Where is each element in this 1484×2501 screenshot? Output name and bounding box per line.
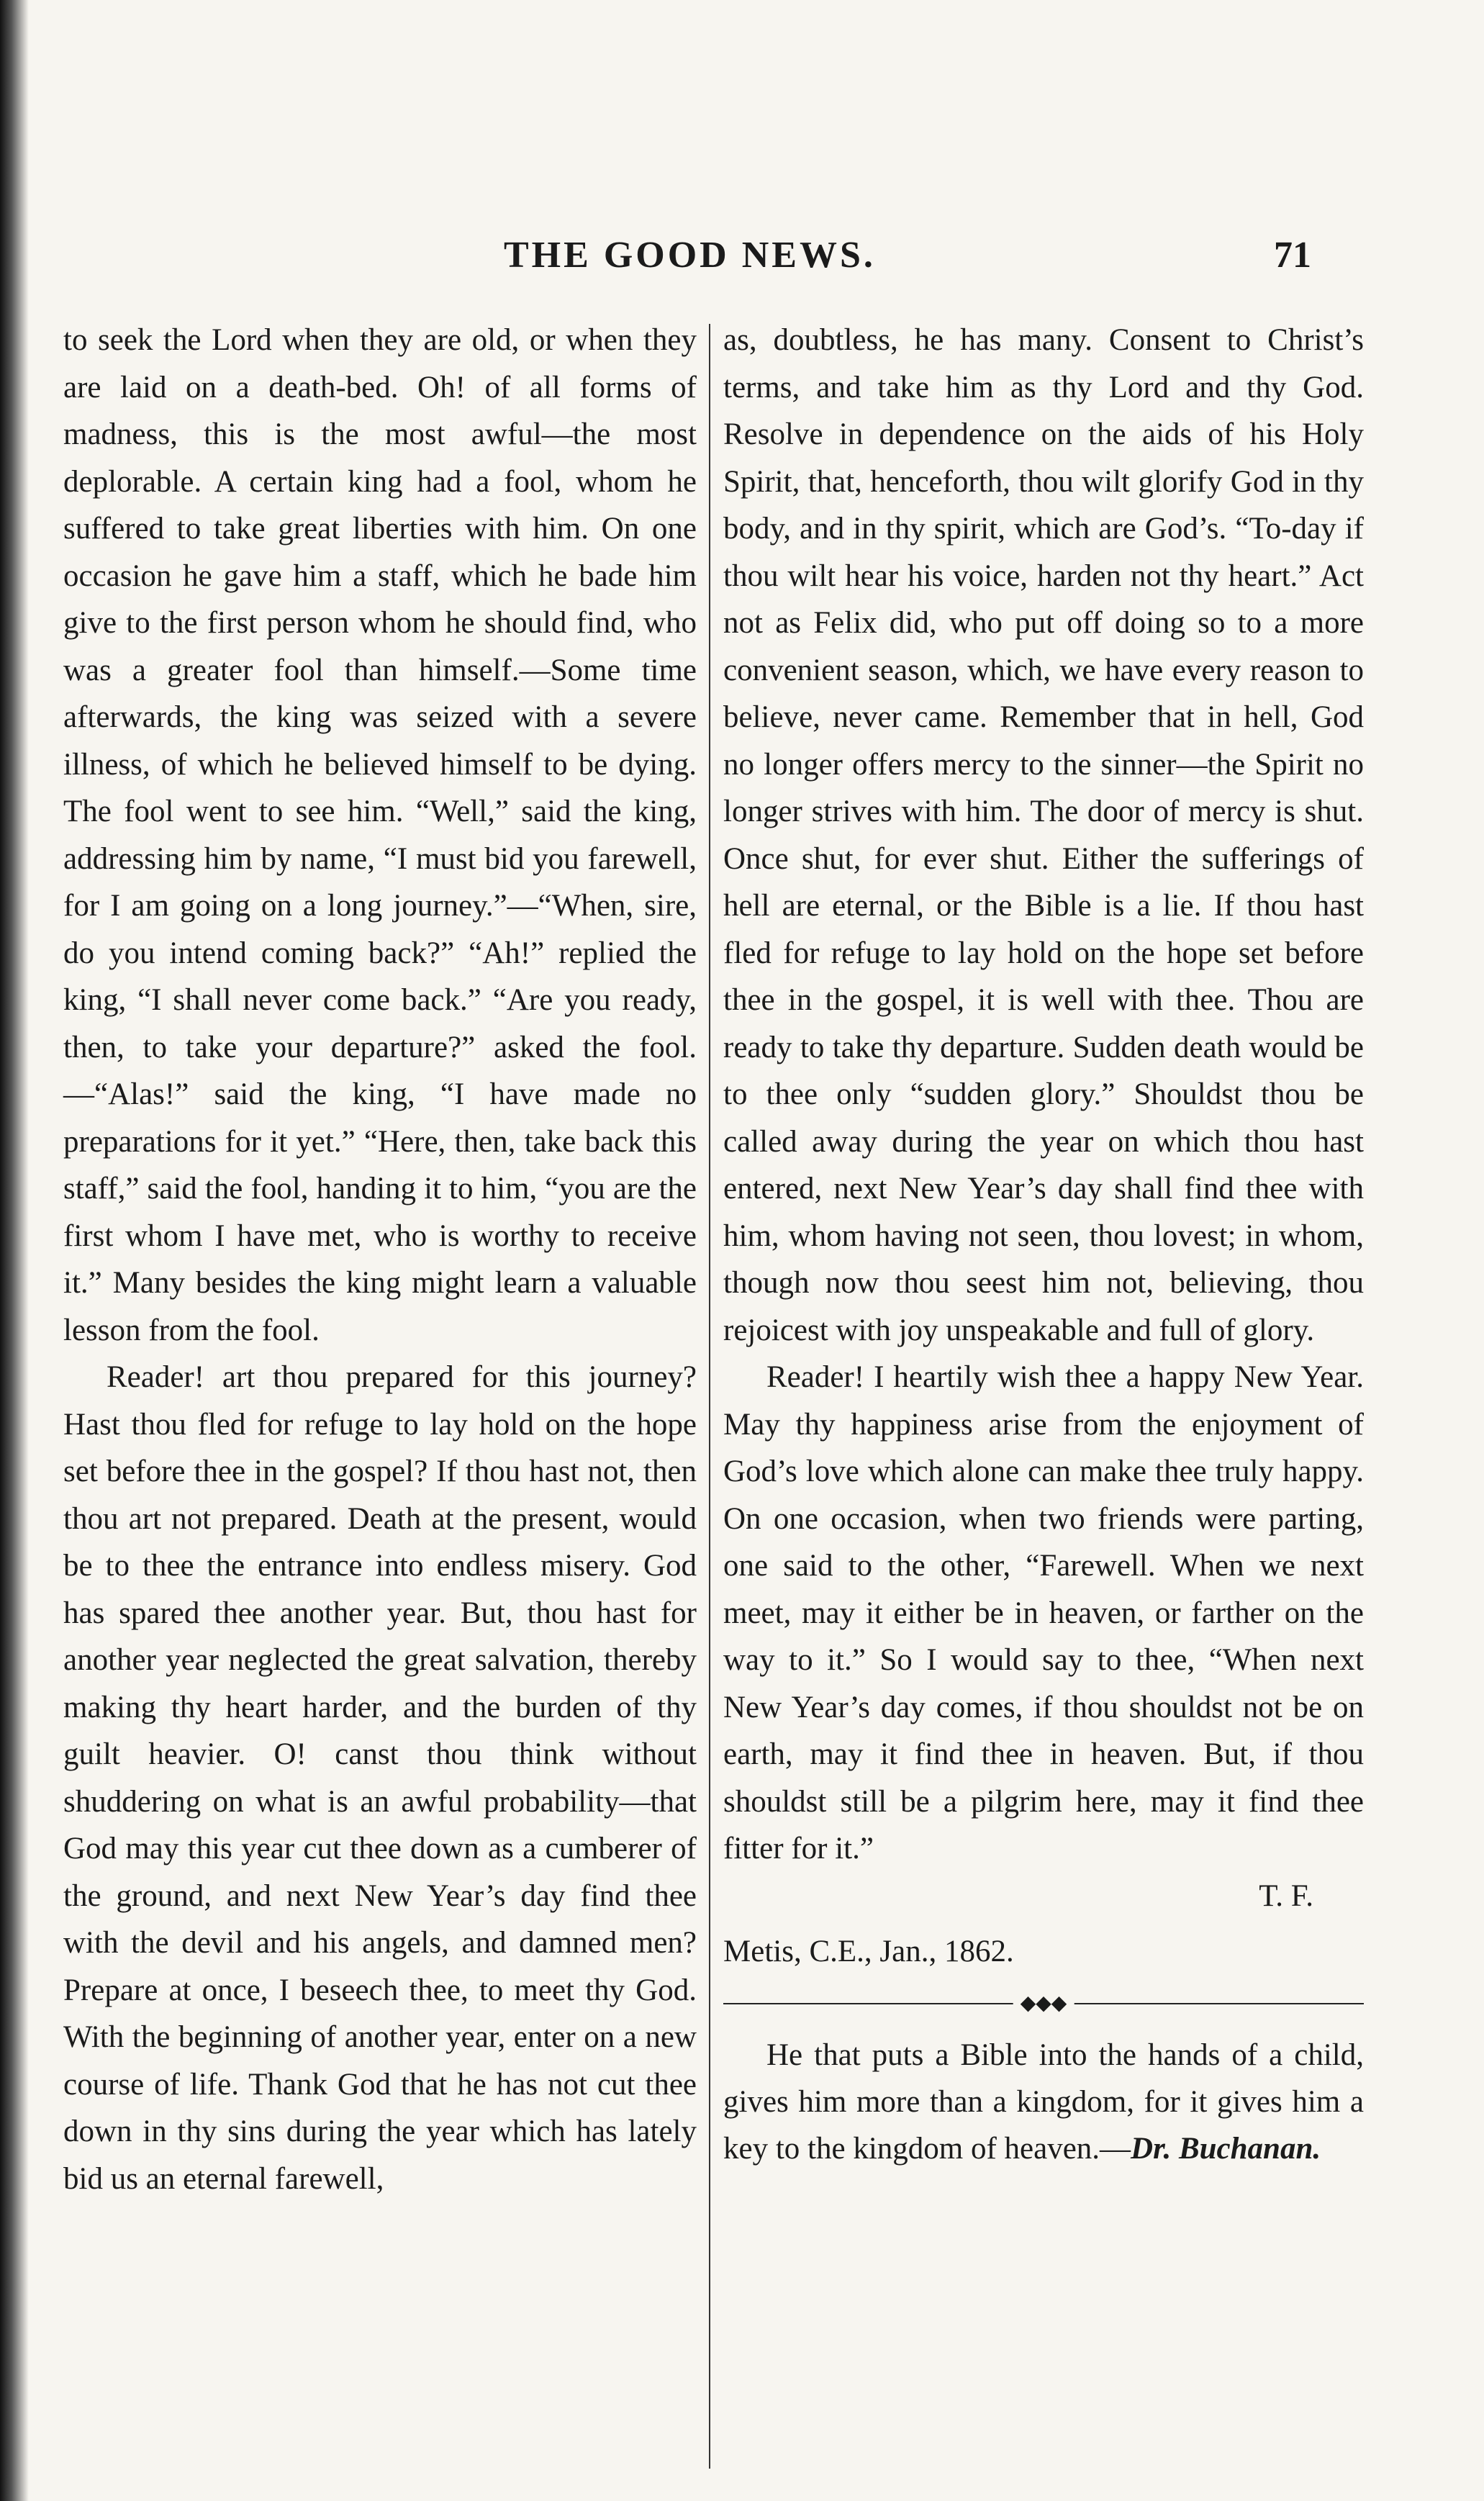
signature: T. F. (1259, 1878, 1313, 1913)
page-header (0, 234, 1484, 291)
page-number: 71 (1274, 235, 1311, 276)
dateline: Metis, C.E., Jan., 1862. (723, 1935, 1014, 1968)
column-rule (709, 324, 710, 2469)
left-paragraph-2: Reader! art thou prepared for this journey? Hast thou fled for refuge to lay hold on the hope set before thee in the gospel? If thou hast not, then thou art not prepared. Death at the present, would be to thee the entrance into endless misery. God has spared thee another year. But, thou hast for another year neglected the great salvation, thereby making thy heart harder, and the burden of thy guilt heavier. O! canst thou think without shuddering on what is an awful probability—that God may this year cut thee down as a cumberer of the ground, and next New Year’s day find thee with the devil and his angels, and damned men? Prepare at once, I beseech thee, to meet thy God. With the beginning of another year, enter on a new course of life. Thank God that he has not cut thee down in thy sins during the year which has lately bid us an eternal farewell, (63, 1360, 697, 2196)
closing-quote (723, 2032, 1364, 2172)
right-paragraph-1: as, doubtless, he has many. Consent to Christ’s terms, and take him as thy Lord and thy God. Resolve in dependence on the aids of his Holy Spirit, that, henceforth, thou wilt glorify God in thy body, and in thy spirit, which are God’s. “To-day if thou wilt hear his voice, harden not thy heart.” Act not as Felix did, who put off doing so to a more convenient season, which, we have every reason to believe, never came. Remember that in hell, God no longer offers mercy to the sinner—the Spirit no longer strives with him. The door of mercy is shut. Once shut, for ever shut. Either the sufferings of hell are eternal, or the Bible is a lie. If thou hast fled for refuge to lay hold on the hope set before thee in the gospel, it is well with thee. Thou are ready to take thy departure. Sudden death would be to thee only “sudden glory.” Shouldst thou be called away during the year on which thou hast entered, next New Year’s day shall find thee with him, whom having not seen, thou lovest; in whom, though now thou seest him not, believing, thou rejoicest with joy unspeakable and full of glory. (723, 323, 1364, 1347)
binding-shadow (0, 0, 29, 2501)
running-title: THE GOOD NEWS. (504, 235, 876, 276)
section-separator (723, 1981, 1364, 2025)
quote-attribution: Dr. Buchanan. (1131, 2131, 1321, 2166)
quote-text: He that puts a Bible into the hands of a child, gives him more than a kingdom, for it gives him a key to the kingdom of heaven.— (723, 2038, 1364, 2166)
right-column (723, 317, 1364, 2172)
right-paragraph-2: Reader! I heartily wish thee a happy New Year. May thy happiness arise from the enjoyment of God’s love which alone can make thee truly happy. On one occasion, when two friends were parting, one said to the other, “Farewell. When we next meet, may it either be in heaven, or farther on the way to it.” So I would say to thee, “When next New Year’s day comes, if thou shouldst not be on earth, may it find thee in heaven. But, if thou shouldst still be a pilgrim here, may it find thee fitter for it.” (723, 1360, 1364, 1865)
left-paragraph-1: to seek the Lord when they are old, or when they are laid on a death-bed. Oh! of all forms of madness, this is the most awful—the most deplorable. A certain king had a fool, whom he suffered to take great liberties with him. On one occasion he gave him a staff, which he bade him give to the first person whom he should find, who was a greater fool than himself.—Some time afterwards, the king was seized with a severe illness, of which he believed himself to be dying. The fool went to see him. “Well,” said the king, addressing him by name, “I must bid you farewell, for I am going on a long journey.”—“When, sire, do you intend coming back?” “Ah!” replied the king, “I shall never come back.” “Are you ready, then, to take your departure?” asked the fool.—“Alas!” said the king, “I have made no preparations for it yet.” “Here, then, take back this staff,” said the fool, handing it to him, “you are the first whom I have met, who is worthy to receive it.” Many besides the king might learn a valuable lesson from the fool. (63, 323, 697, 1347)
left-column (63, 317, 697, 2202)
separator-ornament: ◆◆◆ (1013, 1991, 1074, 2014)
